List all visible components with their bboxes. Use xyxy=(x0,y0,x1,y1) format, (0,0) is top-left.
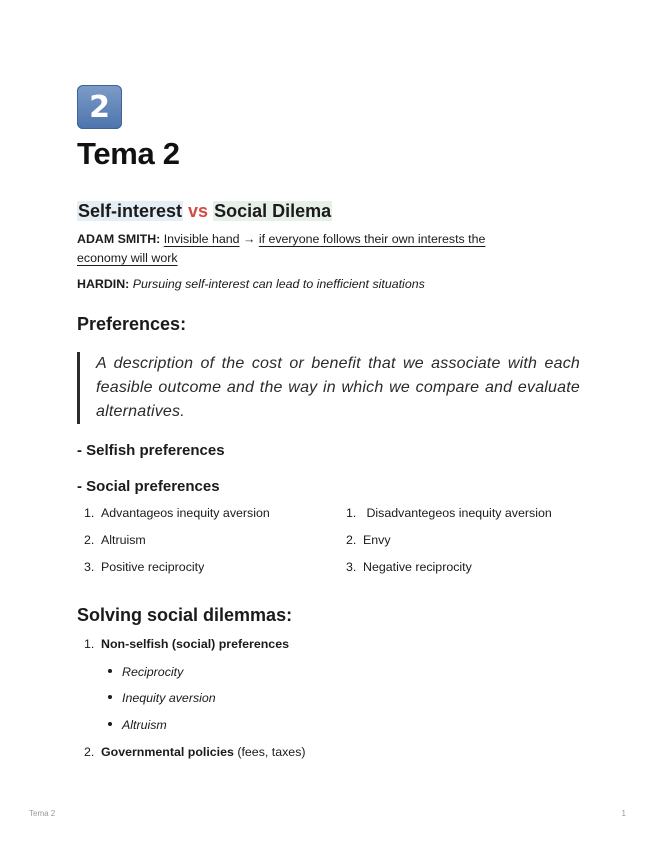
adam-smith-line-2 xyxy=(77,249,178,268)
list-item: 1. Advantageos inequity aversion xyxy=(84,506,270,520)
section-subtitle xyxy=(77,201,332,222)
list-item: 1. Disadvantegeos inequity aversion xyxy=(346,506,552,520)
hardin-label: HARDIN: xyxy=(77,277,130,291)
list-item: 2. Governmental policies (fees, taxes) xyxy=(84,745,306,759)
invisible-hand-term: Invisible hand xyxy=(163,232,240,246)
list-item: Inequity aversion xyxy=(108,691,216,705)
subtitle-social-dilema: Social Dilema xyxy=(214,201,332,221)
selfish-preferences-heading: - Selfish preferences xyxy=(77,442,225,459)
list-item: 1. Non-selfish (social) preferences xyxy=(84,637,289,651)
subtitle-self-interest: Self-interest xyxy=(78,201,183,221)
arrow-icon: → xyxy=(242,232,256,246)
footer-title: Tema 2 xyxy=(29,809,56,818)
adam-smith-line xyxy=(77,230,485,249)
subtitle-vs: vs xyxy=(188,201,209,221)
page-number: 1 xyxy=(621,809,626,818)
hardin-line xyxy=(77,275,425,294)
preferences-quote xyxy=(77,352,580,424)
adam-smith-text: if everyone follows their own interests the xyxy=(258,232,486,246)
preferences-heading: Preferences: xyxy=(77,314,187,334)
page-emoji-icon: 2 xyxy=(77,85,122,129)
list-item: Altruism xyxy=(108,718,167,732)
list-item: 3. Negative reciprocity xyxy=(346,560,472,574)
adam-smith-label: ADAM SMITH: xyxy=(77,232,161,246)
hardin-text: Pursuing self-interest can lead to inefficient situations xyxy=(132,277,425,291)
adam-smith-text-continued: economy will work xyxy=(77,251,178,265)
quote-text: A description of the cost or benefit that we associate with each feasible outcome and the way in which we compare and evaluate alternatives. xyxy=(96,355,580,420)
social-preferences-heading: - Social preferences xyxy=(77,478,220,495)
solving-heading: Solving social dilemmas: xyxy=(77,605,293,625)
list-item: 2. Envy xyxy=(346,533,391,547)
page-title: Tema 2 xyxy=(77,136,180,171)
list-item: Reciprocity xyxy=(108,665,183,679)
list-item: 2. Altruism xyxy=(84,533,146,547)
list-item: 3. Positive reciprocity xyxy=(84,560,205,574)
